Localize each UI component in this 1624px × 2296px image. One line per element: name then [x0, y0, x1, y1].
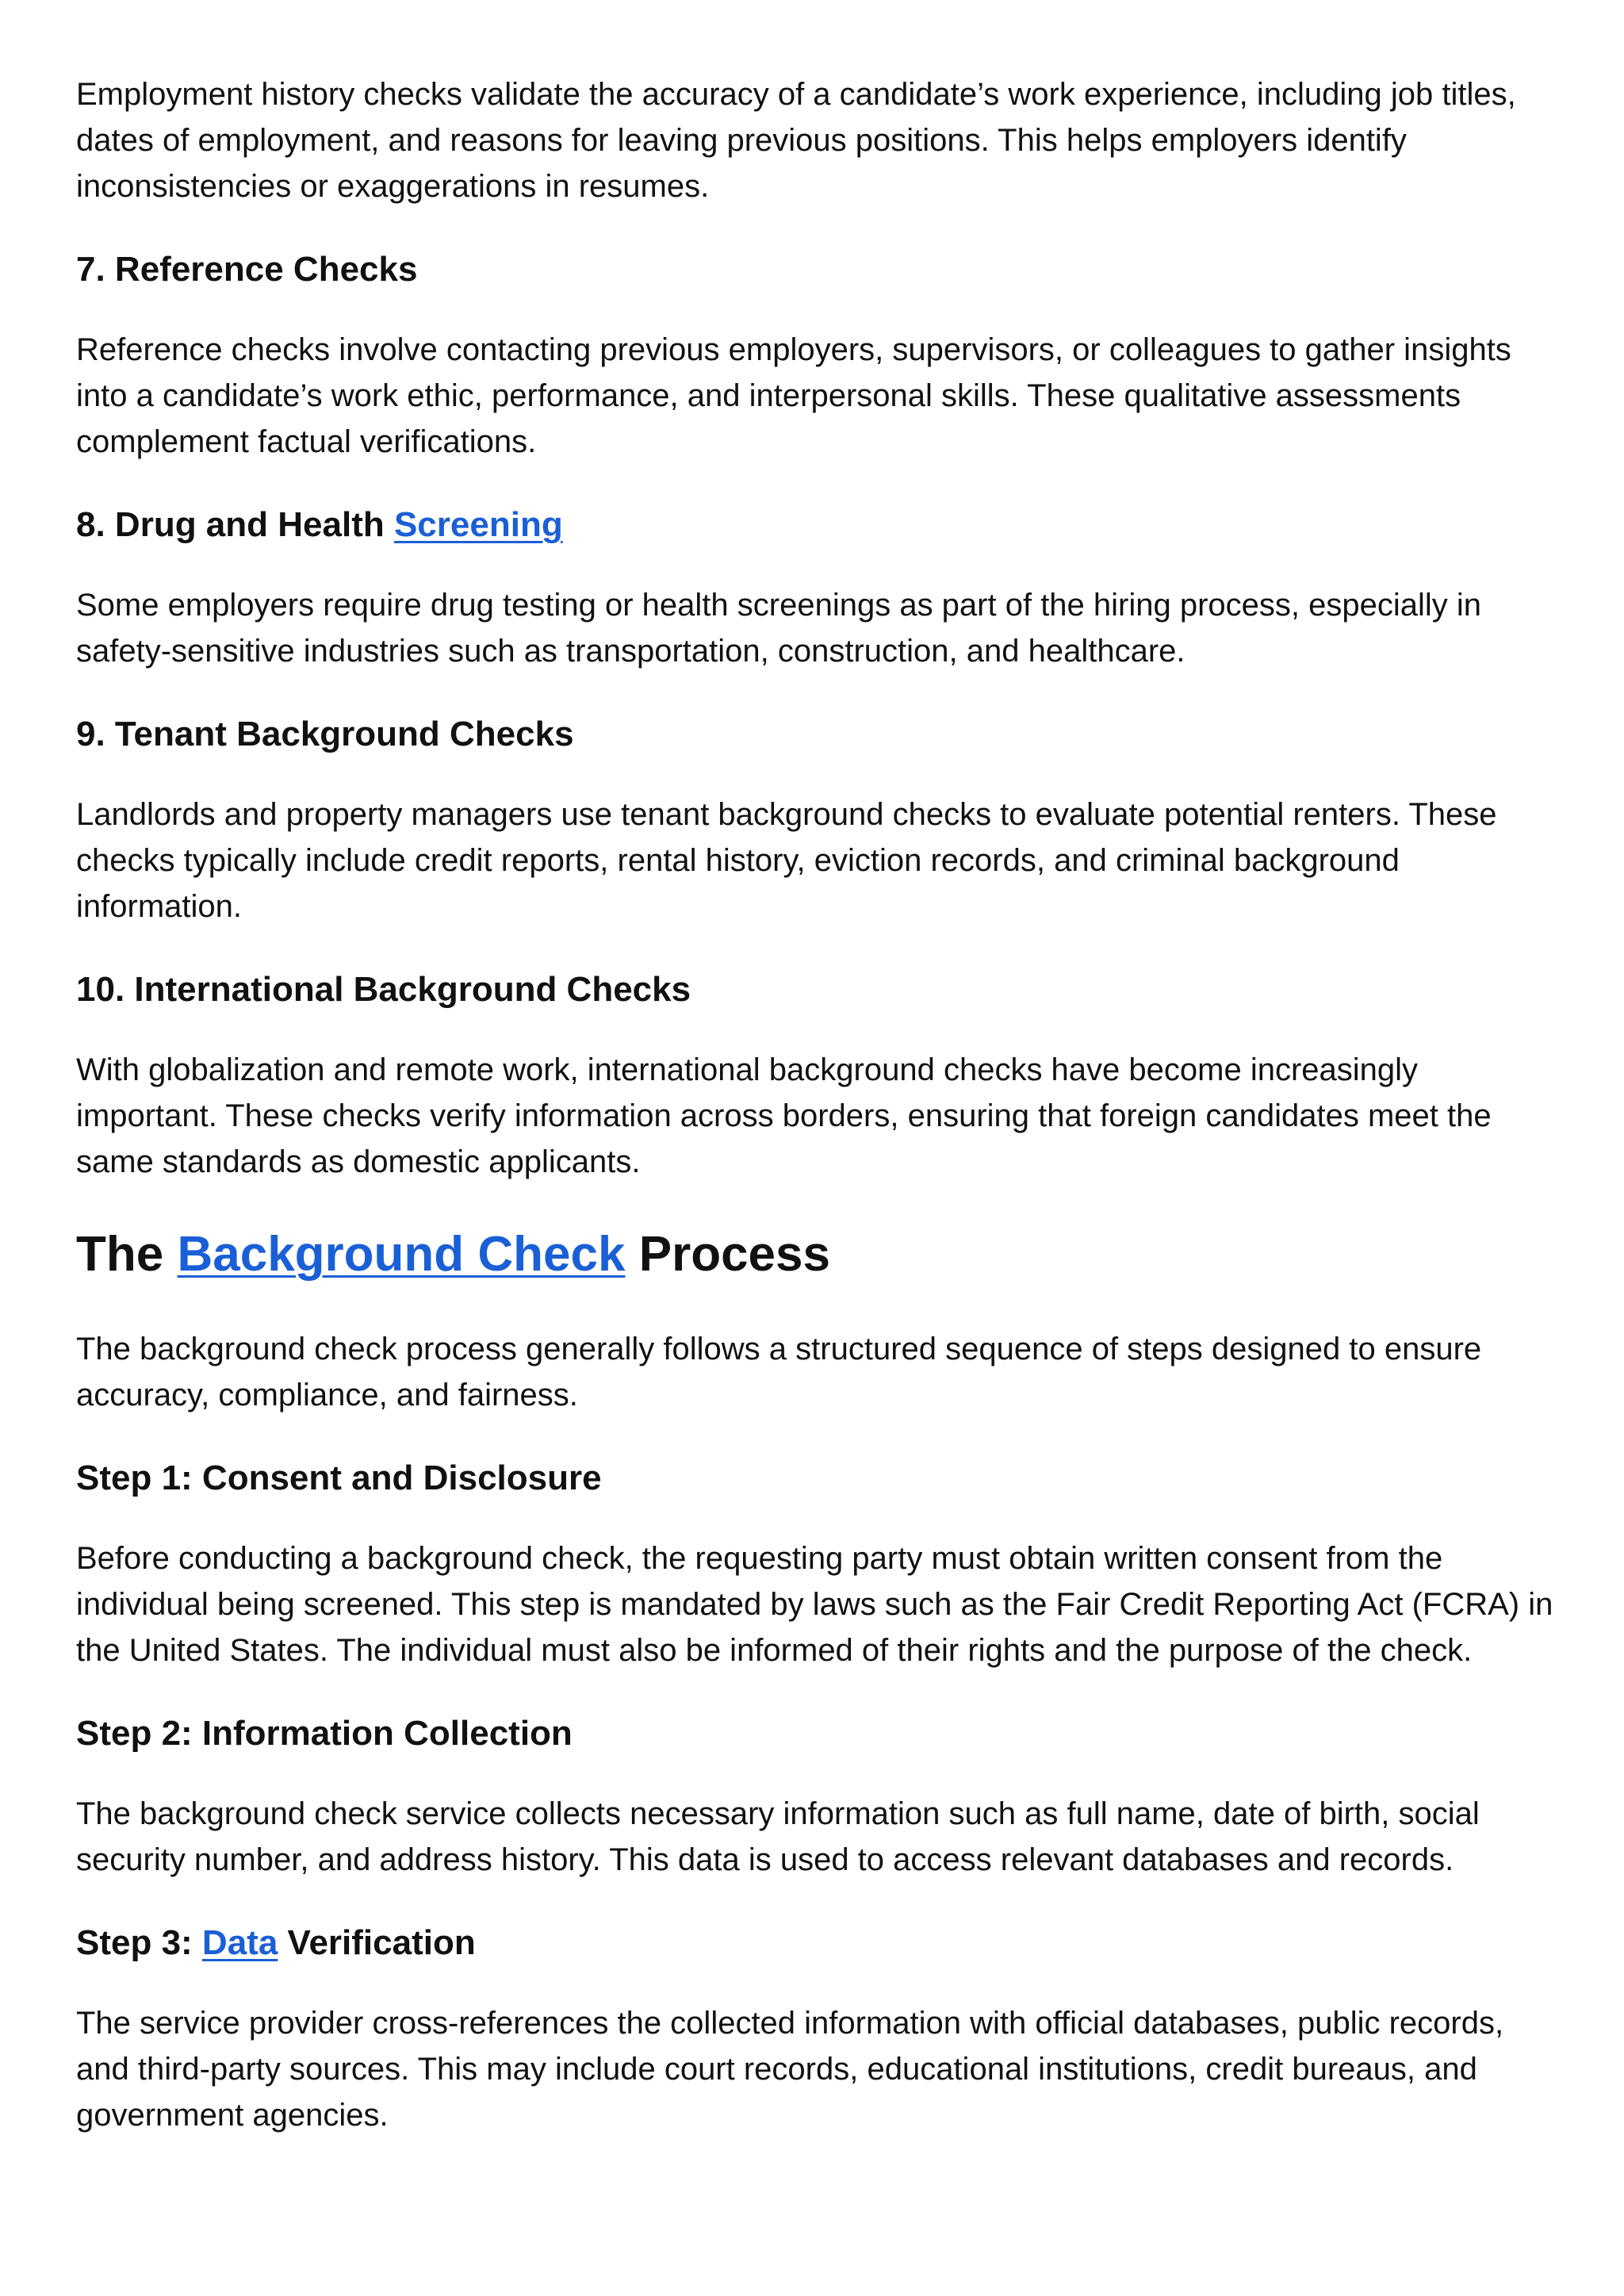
international-checks-heading: 10. International Background Checks: [76, 970, 691, 1009]
process-intro-paragraph: The background check process generally follows a structured sequence of steps designed to ensure accuracy, compliance, and fairness.: [76, 1332, 1482, 1412]
tenant-checks-heading: 9. Tenant Background Checks: [76, 715, 574, 753]
data-link[interactable]: Data: [201, 1923, 278, 1962]
step-3-heading: [76, 1919, 1556, 1967]
drug-health-screening-heading: [76, 501, 1556, 549]
screening-link[interactable]: Screening: [393, 505, 563, 544]
step-1-paragraph: Before conducting a background check, the requesting party must obtain written consent from the individual being screened. This step is mandated by laws such as the Fair Credit Reporting Act (FCRA) in the United States. The individual must also be informed of their rights and the purpose of the check.: [76, 1541, 1553, 1668]
background-check-link[interactable]: Background Check: [177, 1227, 626, 1282]
step-2-paragraph: The background check service collects necessary information such as full name, date of birth, social security number, and address history. This data is used to access relevant databases and records.: [76, 1796, 1480, 1877]
international-checks-paragraph: With globalization and remote work, international background checks have become increasingly important. These checks verify information across borders, ensuring that foreign candidates meet the same standards as domestic applicants.: [76, 1052, 1492, 1179]
step-3-paragraph: The service provider cross-references the collected information with official databases, public records, and third-party sources. This may include court records, educational institutions, credit bureaus, and government agencies.: [76, 2006, 1504, 2133]
step-3-heading-suffix: Verification: [278, 1923, 476, 1962]
process-heading-prefix: The: [76, 1227, 178, 1282]
process-section-heading: [76, 1223, 1556, 1286]
process-heading-suffix: Process: [625, 1227, 830, 1282]
reference-checks-heading: 7. Reference Checks: [76, 250, 418, 289]
step-3-heading-prefix: Step 3:: [76, 1923, 202, 1962]
step-1-heading: Step 1: Consent and Disclosure: [76, 1458, 602, 1497]
drug-health-heading-text: 8. Drug and Health: [76, 505, 394, 544]
step-2-heading: Step 2: Information Collection: [76, 1714, 573, 1753]
drug-health-paragraph: Some employers require drug testing or health screenings as part of the hiring process, especially in safety-sensitive industries such as transportation, construction, and healthcare.: [76, 588, 1482, 669]
employment-history-paragraph: Employment history checks validate the accuracy of a candidate’s work experience, including job titles, dates of employment, and reasons for leaving previous positions. This helps employers identify inconsistencies or exaggerations in resumes.: [76, 77, 1516, 204]
tenant-checks-paragraph: Landlords and property managers use tenant background checks to evaluate potential renters. These checks typically include credit reports, rental history, eviction records, and criminal background information.: [76, 797, 1497, 924]
reference-checks-paragraph: Reference checks involve contacting previous employers, supervisors, or colleagues to gather insights into a candidate’s work ethic, performance, and interpersonal skills. These qualitative assessments complement factual verifications.: [76, 332, 1511, 459]
